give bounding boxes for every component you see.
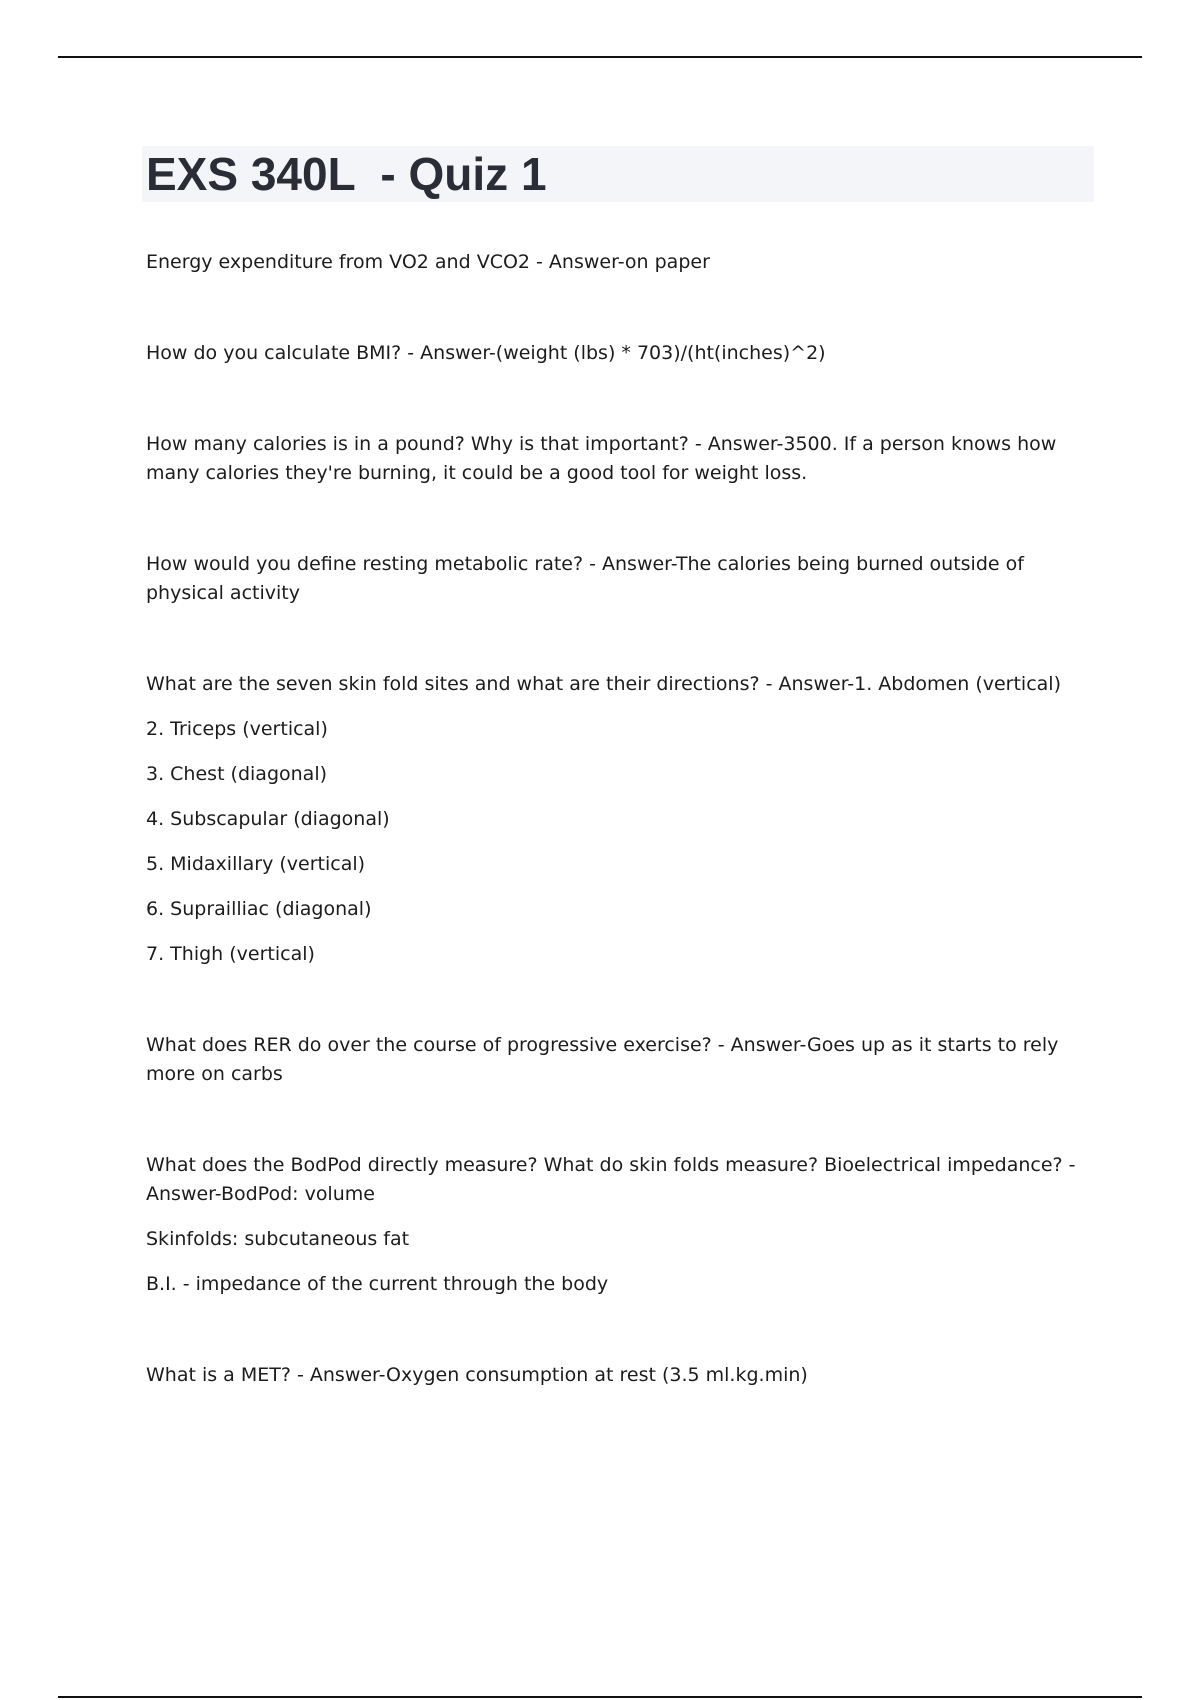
list-item: B.I. - impedance of the current through the body xyxy=(146,1273,609,1295)
qa-text: What is a MET? - Answer-Oxygen consumption at rest (3.5 ml.kg.min) xyxy=(146,1364,808,1386)
qa-content xyxy=(146,248,1094,1452)
qa-entry-rmr xyxy=(146,550,1094,608)
title-banner xyxy=(142,146,1094,202)
top-divider xyxy=(58,56,1142,58)
qa-entry-rer xyxy=(146,1031,1094,1089)
qa-entry-energy xyxy=(146,248,1094,277)
page-title: EXS 340L - Quiz 1 xyxy=(146,148,547,200)
list-item: 4. Subscapular (diagonal) xyxy=(146,808,390,830)
qa-entry-met xyxy=(146,1361,1094,1390)
list-item: 5. Midaxillary (vertical) xyxy=(146,853,366,875)
qa-text: What does the BodPod directly measure? What do skin folds measure? Bioelectrical impedance? - Answer-BodPod: volume xyxy=(146,1154,1076,1205)
qa-entry-skinfolds xyxy=(146,670,1094,969)
qa-entry-bmi xyxy=(146,339,1094,368)
bottom-divider xyxy=(58,1696,1142,1698)
qa-text: Energy expenditure from VO2 and VCO2 - Answer-on paper xyxy=(146,251,710,273)
list-item: 7. Thigh (vertical) xyxy=(146,943,315,965)
list-item: 2. Triceps (vertical) xyxy=(146,718,328,740)
qa-text: What does RER do over the course of progressive exercise? - Answer-Goes up as it starts to rely more on carbs xyxy=(146,1034,1059,1085)
qa-text: How would you define resting metabolic rate? - Answer-The calories being burned outside of physical activity xyxy=(146,553,1024,604)
qa-text: How many calories is in a pound? Why is that important? - Answer-3500. If a person knows how many calories they're burning, it could be a good tool for weight loss. xyxy=(146,433,1057,484)
qa-entry-bodpod xyxy=(146,1151,1094,1299)
qa-text: How do you calculate BMI? - Answer-(weight (lbs) * 703)/(ht(inches)^2) xyxy=(146,342,826,364)
qa-entry-calories xyxy=(146,430,1094,488)
list-item: 6. Suprailliac (diagonal) xyxy=(146,898,372,920)
qa-text: What are the seven skin fold sites and what are their directions? - Answer-1. Abdomen (vertical) xyxy=(146,673,1061,695)
list-item: 3. Chest (diagonal) xyxy=(146,763,328,785)
list-item: Skinfolds: subcutaneous fat xyxy=(146,1228,410,1250)
